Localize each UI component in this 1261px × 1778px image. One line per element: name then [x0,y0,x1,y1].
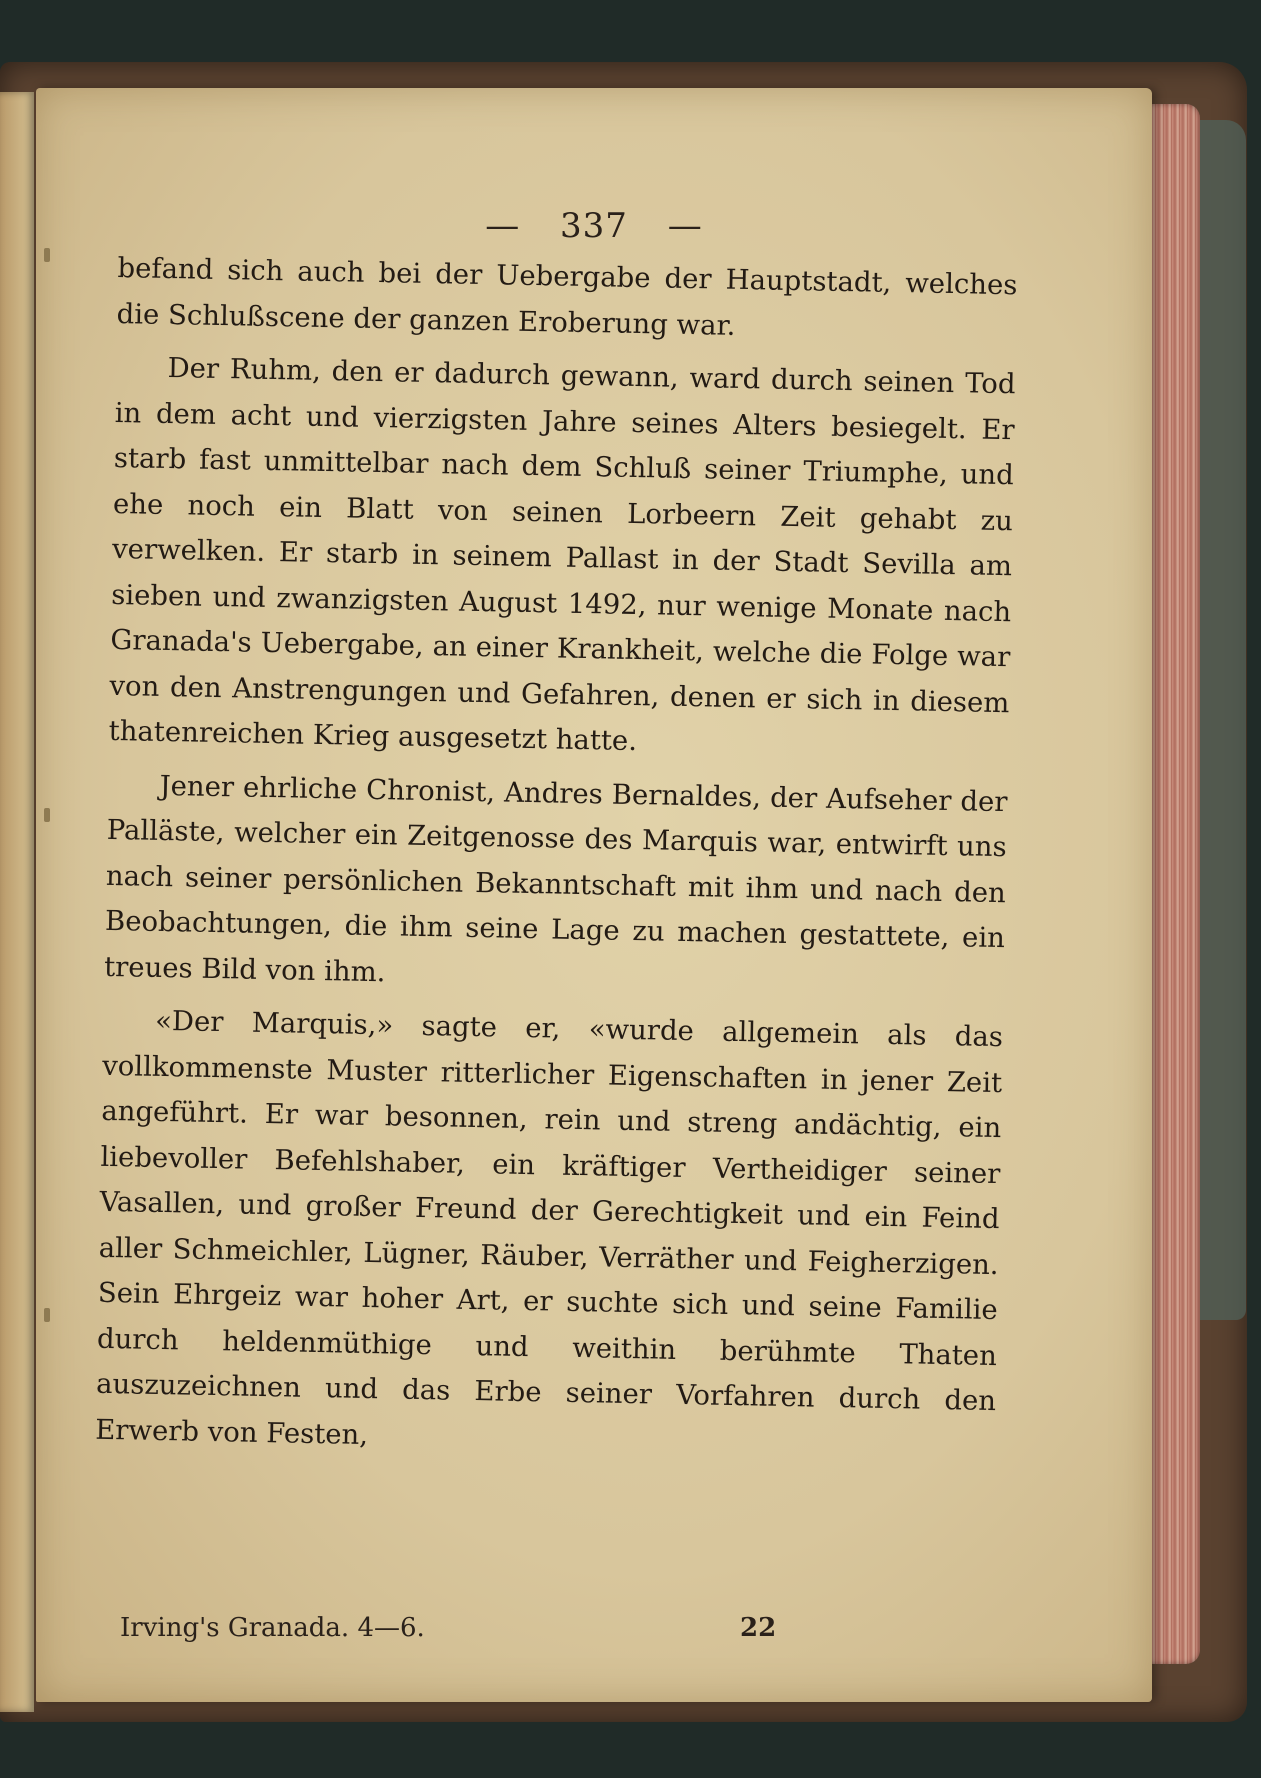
page-number: 337 [560,206,628,246]
book-page [36,88,1152,1702]
paragraph: befand sich auch bei der Uebergabe der Hauptstadt, welches die Schlußscene der ganzen Eroberung war. [116,251,1018,342]
footer-title: Irving's Granada. 4—6. [120,1613,425,1643]
binding-mark [44,248,50,262]
binding-mark [44,808,50,822]
page-footer [120,1613,1020,1643]
header-dash: — [667,206,703,246]
left-page-edge [0,92,34,1712]
signature-mark: 22 [740,1613,777,1643]
header-dash: — [485,206,521,246]
page-body [95,246,1018,1478]
binding-mark [44,1308,50,1322]
paragraph: «Der Marquis,» sagte er, «wurde allgemein als das vollkommenste Muster ritterlicher Eigenschaften in jener Zeit angeführt. Er war besonnen, rein und streng andächtig, ein liebevoller Befehlshaber, ein kräftiger Vertheidiger seiner Vasallen, und großer Freund der Gerechtigkeit und ein Feind aller Schmeichler, Lügner, Räuber, Verräther und Feigherzigen. Sein Ehrgeiz war hoher Art, er suchte sich und seine Familie durch heldenmüthige und weithin berühmte Thaten auszuzeichnen und das Erbe seiner Vorfahren durch den Erwerb von Festen, [94,1004,1004,1451]
paragraph: Der Ruhm, den er dadurch gewann, ward durch seinen Tod in dem acht und vierzigsten Jahre seines Alters besiegelt. Er starb fast unmittelbar nach dem Schluß seiner Triumphe, und ehe noch ein Blatt von seinen Lorbeern Zeit gehabt zu verwelken. Er starb in seinem Pallast in der Stadt Sevilla am sieben und zwanzigsten August 1492, nur wenige Monate nach Granada's Uebergabe, an einer Krankheit, welche die Folge war von den Anstrengungen und Gefahren, denen er sich in diesem thatenreichen Krieg ausgesetzt hatte. [108,351,1016,758]
paragraph: Jener ehrliche Chronist, Andres Bernaldes, der Aufseher der Palläste, welcher ein Zeitgenosse des Marquis war, entwirft uns nach seiner persönlichen Bekanntschaft mit ihm und nach den Beobachtungen, die ihm seine Lage zu machen gestattete, ein treues Bild von ihm. [103,769,1008,988]
page-header [36,206,1152,246]
